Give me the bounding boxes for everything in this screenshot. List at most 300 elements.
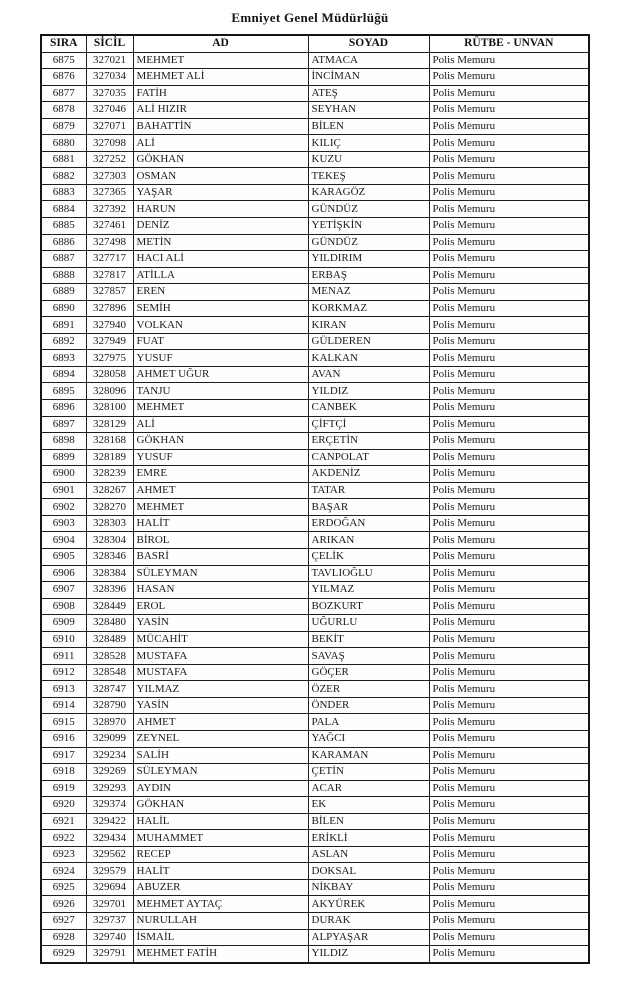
table-row xyxy=(41,234,589,251)
table-row xyxy=(41,135,589,152)
cell-ad: AHMET UĞUR xyxy=(133,366,308,383)
cell-rutbe-unvan: Polis Memuru xyxy=(429,615,589,632)
table-row xyxy=(41,168,589,185)
cell-sicil: 327098 xyxy=(86,135,133,152)
cell-sira: 6887 xyxy=(41,251,86,268)
cell-rutbe-unvan: Polis Memuru xyxy=(429,697,589,714)
header-rutbe-unvan: RÜTBE - UNVAN xyxy=(429,35,589,52)
cell-ad: HALİT xyxy=(133,863,308,880)
table-row xyxy=(41,830,589,847)
cell-sira: 6922 xyxy=(41,830,86,847)
cell-soyad: KARAMAN xyxy=(308,747,429,764)
cell-rutbe-unvan: Polis Memuru xyxy=(429,946,589,963)
cell-ad: VOLKAN xyxy=(133,317,308,334)
cell-rutbe-unvan: Polis Memuru xyxy=(429,482,589,499)
cell-sira: 6915 xyxy=(41,714,86,731)
cell-ad: NURULLAH xyxy=(133,912,308,929)
cell-rutbe-unvan: Polis Memuru xyxy=(429,863,589,880)
cell-sira: 6917 xyxy=(41,747,86,764)
cell-soyad: ASLAN xyxy=(308,846,429,863)
cell-sicil: 328384 xyxy=(86,565,133,582)
table-row xyxy=(41,499,589,516)
cell-sicil: 328346 xyxy=(86,548,133,565)
table-row xyxy=(41,433,589,450)
cell-ad: MEHMET ALİ xyxy=(133,69,308,86)
cell-soyad: ÖNDER xyxy=(308,697,429,714)
cell-sira: 6904 xyxy=(41,532,86,549)
cell-soyad: UĞURLU xyxy=(308,615,429,632)
cell-sira: 6912 xyxy=(41,664,86,681)
table-row xyxy=(41,615,589,632)
table-row xyxy=(41,648,589,665)
table-row xyxy=(41,598,589,615)
cell-sicil: 328790 xyxy=(86,697,133,714)
cell-soyad: YILDIRIM xyxy=(308,251,429,268)
table-row xyxy=(41,664,589,681)
header-ad: AD xyxy=(133,35,308,52)
cell-sira: 6906 xyxy=(41,565,86,582)
cell-rutbe-unvan: Polis Memuru xyxy=(429,747,589,764)
cell-ad: AYDIN xyxy=(133,780,308,797)
cell-sira: 6902 xyxy=(41,499,86,516)
cell-sicil: 329434 xyxy=(86,830,133,847)
cell-sicil: 327857 xyxy=(86,284,133,301)
cell-ad: MUSTAFA xyxy=(133,664,308,681)
cell-sira: 6890 xyxy=(41,300,86,317)
cell-sicil: 327975 xyxy=(86,350,133,367)
cell-sicil: 328480 xyxy=(86,615,133,632)
cell-sira: 6928 xyxy=(41,929,86,946)
table-row xyxy=(41,548,589,565)
cell-sicil: 327896 xyxy=(86,300,133,317)
cell-ad: YASİN xyxy=(133,697,308,714)
table-row xyxy=(41,350,589,367)
cell-ad: ABUZER xyxy=(133,879,308,896)
cell-ad: BAHATTİN xyxy=(133,118,308,135)
cell-sicil: 327717 xyxy=(86,251,133,268)
cell-rutbe-unvan: Polis Memuru xyxy=(429,184,589,201)
table-row xyxy=(41,366,589,383)
cell-soyad: AKDENİZ xyxy=(308,466,429,483)
cell-sira: 6924 xyxy=(41,863,86,880)
cell-sicil: 328304 xyxy=(86,532,133,549)
cell-soyad: ARIKAN xyxy=(308,532,429,549)
cell-soyad: AKYÜREK xyxy=(308,896,429,913)
cell-sira: 6903 xyxy=(41,515,86,532)
cell-sicil: 327303 xyxy=(86,168,133,185)
cell-soyad: GÜNDÜZ xyxy=(308,201,429,218)
cell-sicil: 329737 xyxy=(86,912,133,929)
cell-sicil: 328548 xyxy=(86,664,133,681)
cell-rutbe-unvan: Polis Memuru xyxy=(429,830,589,847)
table-row xyxy=(41,929,589,946)
cell-soyad: ÇELİK xyxy=(308,548,429,565)
cell-sira: 6910 xyxy=(41,631,86,648)
table-row xyxy=(41,466,589,483)
cell-sira: 6883 xyxy=(41,184,86,201)
cell-rutbe-unvan: Polis Memuru xyxy=(429,896,589,913)
cell-rutbe-unvan: Polis Memuru xyxy=(429,449,589,466)
cell-ad: MUHAMMET xyxy=(133,830,308,847)
cell-ad: MEHMET xyxy=(133,52,308,69)
table-row xyxy=(41,333,589,350)
cell-soyad: TEKEŞ xyxy=(308,168,429,185)
cell-rutbe-unvan: Polis Memuru xyxy=(429,598,589,615)
cell-sicil: 329579 xyxy=(86,863,133,880)
table-row xyxy=(41,251,589,268)
cell-ad: YASİN xyxy=(133,615,308,632)
cell-rutbe-unvan: Polis Memuru xyxy=(429,85,589,102)
cell-rutbe-unvan: Polis Memuru xyxy=(429,565,589,582)
cell-rutbe-unvan: Polis Memuru xyxy=(429,350,589,367)
cell-sicil: 328189 xyxy=(86,449,133,466)
table-row xyxy=(41,102,589,119)
cell-sicil: 327940 xyxy=(86,317,133,334)
cell-soyad: KIRAN xyxy=(308,317,429,334)
cell-sicil: 327035 xyxy=(86,85,133,102)
cell-ad: HASAN xyxy=(133,582,308,599)
cell-ad: YAŞAR xyxy=(133,184,308,201)
cell-ad: AHMET xyxy=(133,714,308,731)
cell-soyad: YILDIZ xyxy=(308,946,429,963)
cell-soyad: KARAGÖZ xyxy=(308,184,429,201)
cell-rutbe-unvan: Polis Memuru xyxy=(429,548,589,565)
table-row xyxy=(41,184,589,201)
cell-soyad: PALA xyxy=(308,714,429,731)
table-row xyxy=(41,383,589,400)
cell-soyad: YILDIZ xyxy=(308,383,429,400)
table-row xyxy=(41,730,589,747)
table-row xyxy=(41,449,589,466)
table-row xyxy=(41,846,589,863)
cell-rutbe-unvan: Polis Memuru xyxy=(429,366,589,383)
cell-ad: HACI ALİ xyxy=(133,251,308,268)
cell-ad: EREN xyxy=(133,284,308,301)
table-row xyxy=(41,764,589,781)
cell-ad: YUSUF xyxy=(133,449,308,466)
cell-sicil: 329234 xyxy=(86,747,133,764)
table-row xyxy=(41,69,589,86)
table-row xyxy=(41,631,589,648)
cell-sira: 6909 xyxy=(41,615,86,632)
cell-sira: 6893 xyxy=(41,350,86,367)
cell-rutbe-unvan: Polis Memuru xyxy=(429,515,589,532)
cell-rutbe-unvan: Polis Memuru xyxy=(429,383,589,400)
cell-sira: 6894 xyxy=(41,366,86,383)
table-body xyxy=(41,52,589,963)
cell-sicil: 327498 xyxy=(86,234,133,251)
cell-soyad: YAĞCI xyxy=(308,730,429,747)
table-row xyxy=(41,697,589,714)
cell-sira: 6878 xyxy=(41,102,86,119)
cell-soyad: GÖÇER xyxy=(308,664,429,681)
cell-sira: 6876 xyxy=(41,69,86,86)
table-row xyxy=(41,284,589,301)
cell-rutbe-unvan: Polis Memuru xyxy=(429,532,589,549)
cell-soyad: KUZU xyxy=(308,151,429,168)
cell-sicil: 328096 xyxy=(86,383,133,400)
cell-rutbe-unvan: Polis Memuru xyxy=(429,813,589,830)
table-row xyxy=(41,482,589,499)
table-row xyxy=(41,714,589,731)
cell-sira: 6900 xyxy=(41,466,86,483)
cell-sira: 6907 xyxy=(41,582,86,599)
cell-rutbe-unvan: Polis Memuru xyxy=(429,118,589,135)
cell-rutbe-unvan: Polis Memuru xyxy=(429,333,589,350)
cell-ad: ALİ xyxy=(133,416,308,433)
cell-sicil: 328396 xyxy=(86,582,133,599)
cell-soyad: BAŞAR xyxy=(308,499,429,516)
cell-sicil: 327252 xyxy=(86,151,133,168)
cell-ad: SÜLEYMAN xyxy=(133,764,308,781)
cell-rutbe-unvan: Polis Memuru xyxy=(429,730,589,747)
cell-ad: GÖKHAN xyxy=(133,433,308,450)
cell-sira: 6911 xyxy=(41,648,86,665)
cell-soyad: MENAZ xyxy=(308,284,429,301)
cell-soyad: ERÇETİN xyxy=(308,433,429,450)
cell-rutbe-unvan: Polis Memuru xyxy=(429,780,589,797)
cell-rutbe-unvan: Polis Memuru xyxy=(429,52,589,69)
cell-soyad: YETİŞKİN xyxy=(308,218,429,235)
cell-sicil: 329740 xyxy=(86,929,133,946)
cell-soyad: KALKAN xyxy=(308,350,429,367)
cell-rutbe-unvan: Polis Memuru xyxy=(429,267,589,284)
cell-sicil: 327034 xyxy=(86,69,133,86)
cell-ad: BASRİ xyxy=(133,548,308,565)
cell-rutbe-unvan: Polis Memuru xyxy=(429,201,589,218)
cell-ad: SALİH xyxy=(133,747,308,764)
cell-sicil: 328058 xyxy=(86,366,133,383)
cell-soyad: ERDOĞAN xyxy=(308,515,429,532)
cell-sira: 6901 xyxy=(41,482,86,499)
cell-soyad: KILIÇ xyxy=(308,135,429,152)
cell-rutbe-unvan: Polis Memuru xyxy=(429,151,589,168)
cell-soyad: İNCİMAN xyxy=(308,69,429,86)
cell-soyad: AVAN xyxy=(308,366,429,383)
cell-sira: 6918 xyxy=(41,764,86,781)
cell-sira: 6884 xyxy=(41,201,86,218)
table-row xyxy=(41,863,589,880)
cell-sira: 6877 xyxy=(41,85,86,102)
cell-ad: DENİZ xyxy=(133,218,308,235)
cell-rutbe-unvan: Polis Memuru xyxy=(429,168,589,185)
cell-ad: MEHMET AYTAÇ xyxy=(133,896,308,913)
cell-sicil: 327949 xyxy=(86,333,133,350)
cell-rutbe-unvan: Polis Memuru xyxy=(429,648,589,665)
cell-sicil: 328267 xyxy=(86,482,133,499)
cell-rutbe-unvan: Polis Memuru xyxy=(429,317,589,334)
cell-ad: ALİ HIZIR xyxy=(133,102,308,119)
cell-ad: SÜLEYMAN xyxy=(133,565,308,582)
cell-sira: 6927 xyxy=(41,912,86,929)
cell-soyad: TAVLIOĞLU xyxy=(308,565,429,582)
cell-soyad: YILMAZ xyxy=(308,582,429,599)
cell-ad: HARUN xyxy=(133,201,308,218)
cell-ad: MÜCAHİT xyxy=(133,631,308,648)
header-sicil: SİCİL xyxy=(86,35,133,52)
cell-rutbe-unvan: Polis Memuru xyxy=(429,284,589,301)
cell-ad: TANJU xyxy=(133,383,308,400)
table-row xyxy=(41,118,589,135)
cell-ad: SEMİH xyxy=(133,300,308,317)
cell-ad: GÖKHAN xyxy=(133,797,308,814)
cell-sira: 6891 xyxy=(41,317,86,334)
cell-sicil: 329099 xyxy=(86,730,133,747)
cell-soyad: ERİKLİ xyxy=(308,830,429,847)
cell-sicil: 327392 xyxy=(86,201,133,218)
cell-sira: 6875 xyxy=(41,52,86,69)
cell-rutbe-unvan: Polis Memuru xyxy=(429,69,589,86)
table-header-row xyxy=(41,35,589,52)
cell-sira: 6921 xyxy=(41,813,86,830)
cell-soyad: BİLEN xyxy=(308,118,429,135)
cell-rutbe-unvan: Polis Memuru xyxy=(429,846,589,863)
cell-ad: ALİ xyxy=(133,135,308,152)
table-row xyxy=(41,400,589,417)
table-row xyxy=(41,317,589,334)
cell-sicil: 329374 xyxy=(86,797,133,814)
cell-soyad: ATEŞ xyxy=(308,85,429,102)
cell-rutbe-unvan: Polis Memuru xyxy=(429,218,589,235)
cell-sira: 6881 xyxy=(41,151,86,168)
cell-rutbe-unvan: Polis Memuru xyxy=(429,912,589,929)
cell-sicil: 328239 xyxy=(86,466,133,483)
cell-rutbe-unvan: Polis Memuru xyxy=(429,582,589,599)
cell-sicil: 327021 xyxy=(86,52,133,69)
table-row xyxy=(41,681,589,698)
cell-soyad: ÖZER xyxy=(308,681,429,698)
cell-rutbe-unvan: Polis Memuru xyxy=(429,251,589,268)
cell-sira: 6914 xyxy=(41,697,86,714)
cell-rutbe-unvan: Polis Memuru xyxy=(429,300,589,317)
cell-ad: RECEP xyxy=(133,846,308,863)
cell-sira: 6913 xyxy=(41,681,86,698)
cell-ad: MUSTAFA xyxy=(133,648,308,665)
table-row xyxy=(41,565,589,582)
cell-rutbe-unvan: Polis Memuru xyxy=(429,416,589,433)
cell-sira: 6880 xyxy=(41,135,86,152)
cell-ad: İSMAİL xyxy=(133,929,308,946)
table-row xyxy=(41,747,589,764)
table-row xyxy=(41,416,589,433)
cell-rutbe-unvan: Polis Memuru xyxy=(429,929,589,946)
cell-soyad: TATAR xyxy=(308,482,429,499)
table-row xyxy=(41,300,589,317)
cell-sicil: 327817 xyxy=(86,267,133,284)
table-row xyxy=(41,532,589,549)
cell-rutbe-unvan: Polis Memuru xyxy=(429,400,589,417)
cell-sira: 6905 xyxy=(41,548,86,565)
cell-rutbe-unvan: Polis Memuru xyxy=(429,499,589,516)
cell-ad: HALİL xyxy=(133,813,308,830)
cell-soyad: SAVAŞ xyxy=(308,648,429,665)
cell-sira: 6882 xyxy=(41,168,86,185)
cell-soyad: ACAR xyxy=(308,780,429,797)
cell-soyad: ALPYAŞAR xyxy=(308,929,429,946)
cell-sicil: 327365 xyxy=(86,184,133,201)
cell-sira: 6929 xyxy=(41,946,86,963)
cell-sicil: 329694 xyxy=(86,879,133,896)
cell-sira: 6920 xyxy=(41,797,86,814)
cell-sicil: 327046 xyxy=(86,102,133,119)
cell-sira: 6885 xyxy=(41,218,86,235)
table-row xyxy=(41,515,589,532)
cell-sira: 6919 xyxy=(41,780,86,797)
cell-ad: HALİT xyxy=(133,515,308,532)
cell-sicil: 328747 xyxy=(86,681,133,698)
cell-sira: 6888 xyxy=(41,267,86,284)
cell-sicil: 329791 xyxy=(86,946,133,963)
cell-ad: YILMAZ xyxy=(133,681,308,698)
cell-sicil: 328129 xyxy=(86,416,133,433)
cell-ad: EMRE xyxy=(133,466,308,483)
cell-rutbe-unvan: Polis Memuru xyxy=(429,664,589,681)
cell-ad: BİROL xyxy=(133,532,308,549)
cell-rutbe-unvan: Polis Memuru xyxy=(429,879,589,896)
cell-soyad: CANBEK xyxy=(308,400,429,417)
table-row xyxy=(41,582,589,599)
cell-soyad: DURAK xyxy=(308,912,429,929)
cell-soyad: KORKMAZ xyxy=(308,300,429,317)
cell-soyad: BOZKURT xyxy=(308,598,429,615)
cell-soyad: CANPOLAT xyxy=(308,449,429,466)
cell-sira: 6898 xyxy=(41,433,86,450)
table-row xyxy=(41,267,589,284)
table-header xyxy=(41,35,589,52)
table-row xyxy=(41,813,589,830)
cell-sicil: 328970 xyxy=(86,714,133,731)
cell-sicil: 328449 xyxy=(86,598,133,615)
cell-ad: OSMAN xyxy=(133,168,308,185)
cell-sira: 6897 xyxy=(41,416,86,433)
table-row xyxy=(41,797,589,814)
cell-sira: 6923 xyxy=(41,846,86,863)
cell-rutbe-unvan: Polis Memuru xyxy=(429,797,589,814)
cell-sicil: 328489 xyxy=(86,631,133,648)
cell-rutbe-unvan: Polis Memuru xyxy=(429,234,589,251)
cell-ad: MEHMET xyxy=(133,400,308,417)
cell-soyad: GÜLDEREN xyxy=(308,333,429,350)
cell-ad: ATİLLA xyxy=(133,267,308,284)
cell-sicil: 328303 xyxy=(86,515,133,532)
cell-soyad: ERBAŞ xyxy=(308,267,429,284)
cell-sira: 6892 xyxy=(41,333,86,350)
table-row xyxy=(41,52,589,69)
cell-sira: 6908 xyxy=(41,598,86,615)
cell-ad: MEHMET xyxy=(133,499,308,516)
cell-sira: 6926 xyxy=(41,896,86,913)
cell-sira: 6896 xyxy=(41,400,86,417)
header-soyad: SOYAD xyxy=(308,35,429,52)
cell-soyad: NİKBAY xyxy=(308,879,429,896)
table-row xyxy=(41,912,589,929)
page-title: Emniyet Genel Müdürlüğü xyxy=(231,10,389,25)
table-row xyxy=(41,218,589,235)
header-sira: SIRA xyxy=(41,35,86,52)
cell-ad: MEHMET FATİH xyxy=(133,946,308,963)
cell-sicil: 329562 xyxy=(86,846,133,863)
table-row xyxy=(41,151,589,168)
table-row xyxy=(41,85,589,102)
table-row xyxy=(41,780,589,797)
table-row xyxy=(41,201,589,218)
cell-rutbe-unvan: Polis Memuru xyxy=(429,466,589,483)
table-row xyxy=(41,946,589,963)
cell-sicil: 328100 xyxy=(86,400,133,417)
cell-sira: 6879 xyxy=(41,118,86,135)
cell-rutbe-unvan: Polis Memuru xyxy=(429,135,589,152)
cell-ad: ZEYNEL xyxy=(133,730,308,747)
